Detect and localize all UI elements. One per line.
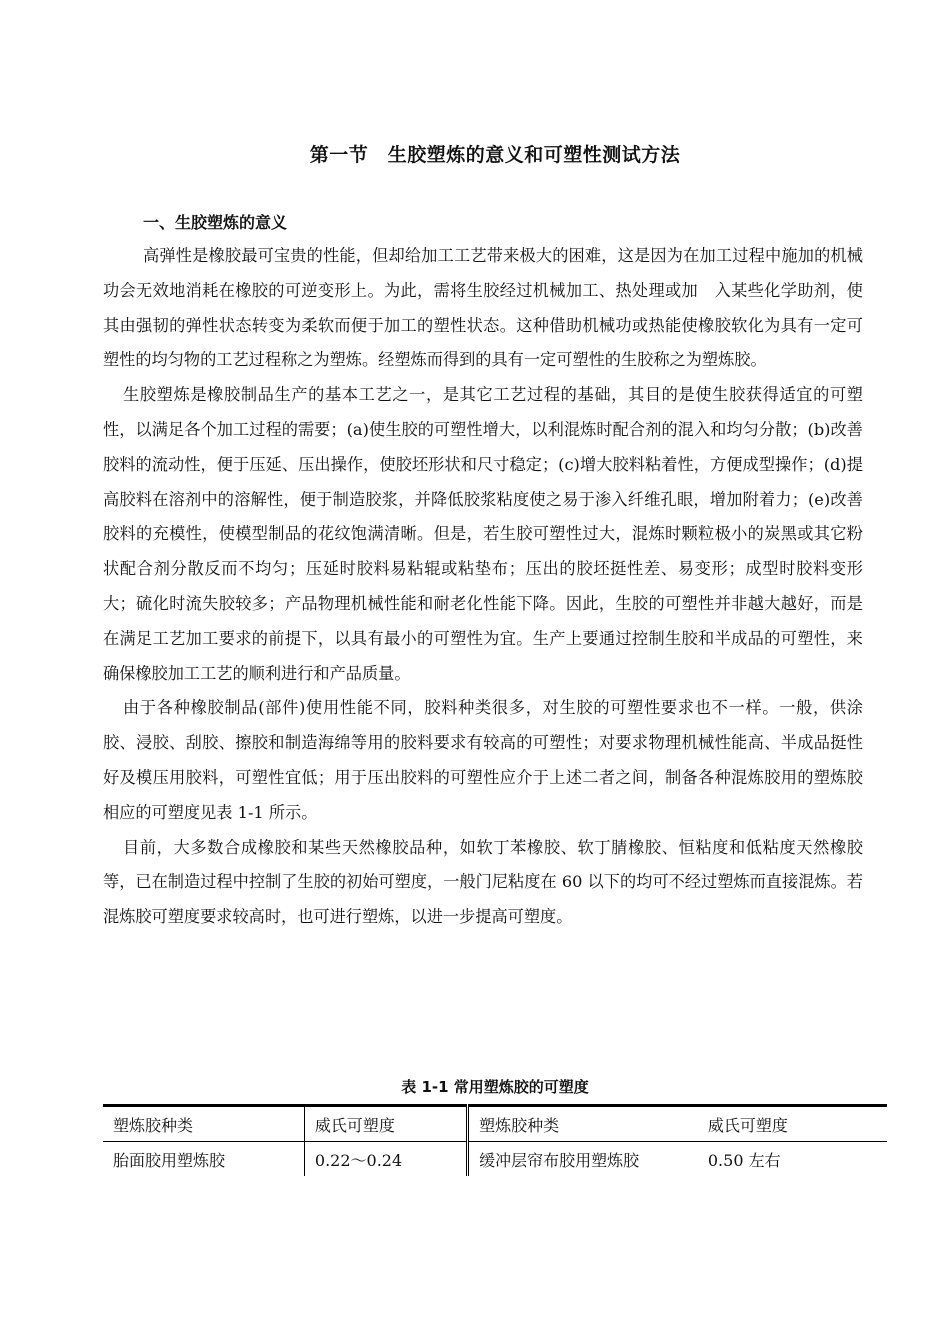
table-header-cell: 威氏可塑度 (304, 1106, 467, 1142)
plasticity-table (103, 1104, 887, 1176)
paragraph: 高弹性是橡胶最可宝贵的性能，但却给加工工艺带来极大的困难，这是因为在加工过程中施加的机械功会无效地消耗在橡胶的可逆变形上。为此，需将生胶经过机械加工、热处理或加 入某些化学助剂，使其由强韧的弹性状态转变为柔软而便于加工的塑性状态。这种借助机械功或热能使橡胶软化为具有一定可塑性的均匀物的工艺过程称之为塑炼。经塑炼而得到的具有一定可塑性的生胶称之为塑炼胶。 (103, 246, 863, 370)
table-cell: 胎面胶用塑炼胶 (113, 1150, 226, 1170)
table-header-cell: 威氏可塑度 (707, 1115, 788, 1135)
paragraph: 由于各种橡胶制品(部件)使用性能不同，胶料种类很多，对生胶的可塑性要求也不一样。一般，供涂胶、浸胶、刮胶、擦胶和制造海绵等用的胶料要求有较高的可塑性；对要求物理机械性能高、半成品挺性好及模压用胶料，可塑性宜低；用于压出胶料的可塑性应介于上述二者之间，制备各种混炼胶用的塑炼胶相应的可塑度见表 1-1 所示。 (103, 698, 863, 822)
paragraph: 生胶塑炼是橡胶制品生产的基本工艺之一，是其它工艺过程的基础，其目的是使生胶获得适宜的可塑性，以满足各个加工过程的需要；(a)使生胶的可塑性增大，以利混炼时配合剂的混入和均匀分散；(b)改善胶料的流动性，便于压延、压出操作，使胶坯形状和尺寸稳定；(c)增大胶料粘着性，方便成型操作；(d)提高胶料在溶剂中的溶解性，便于制造胶浆，并降低胶浆粘度使之易于渗入纤维孔眼，增加附着力；(e)改善胶料的充模性，使模型制品的花纹饱满清晰。但是，若生胶可塑性过大，混炼时颗粒极小的炭黑或其它粉状配合剂分散反而不均匀；压延时胶料易粘辊或粘垫布；压出的胶坯挺性差、易变形；成型时胶料变形大；硫化时流失胶较多；产品物理机械性能和耐老化性能下降。因此，生胶的可塑性并非越大越好，而是在满足工艺加工要求的前提下，以具有最小的可塑性为宜。生产上要通过控制生胶和半成品的可塑性，来确保橡胶加工工艺的顺利进行和产品质量。 (103, 385, 863, 683)
table-cell: 0.50 左右 (707, 1150, 781, 1170)
table-row (103, 1142, 887, 1177)
subsection-title: 一、生胶塑炼的意义 (143, 213, 288, 232)
body-text (103, 239, 863, 935)
table-cell: 0.22～0.24 (304, 1142, 467, 1177)
table-header-row (103, 1106, 887, 1142)
paragraph: 目前，大多数合成橡胶和某些天然橡胶品种，如软丁苯橡胶、软丁腈橡胶、恒粘度和低粘度天然橡胶等，已在制造过程中控制了生胶的初始可塑度，一般门尼粘度在 60 以下的均可不经过塑炼而直接混炼。若混炼胶可塑度要求较高时，也可进行塑炼，以进一步提高可塑度。 (103, 837, 863, 927)
table-caption: 表 1-1 常用塑炼胶的可塑度 (401, 1078, 589, 1096)
table-cell: 缓冲层帘布胶用塑炼胶 (468, 1142, 698, 1177)
table-header-cell: 塑炼胶种类 (468, 1106, 698, 1142)
section-title: 第一节 生胶塑炼的意义和可塑性测试方法 (309, 144, 681, 166)
table-header-cell: 塑炼胶种类 (113, 1115, 194, 1135)
